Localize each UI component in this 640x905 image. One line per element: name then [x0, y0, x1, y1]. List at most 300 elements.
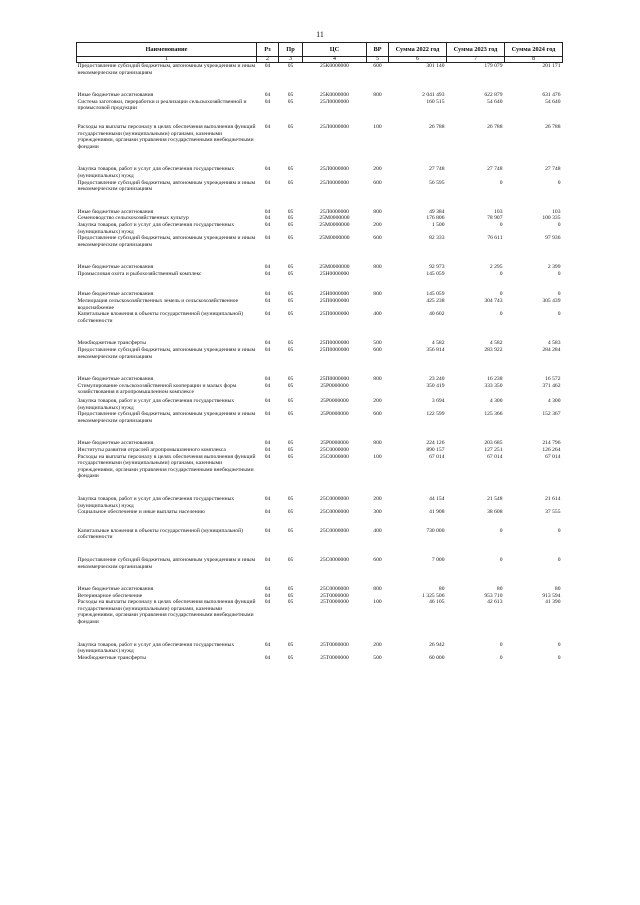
row-sum-2024: 0 [557, 179, 561, 186]
row-spacer [77, 248, 563, 264]
row-name: Предоставление субсидий бюджетным, автономным учреждениям и иным некоммерческим организациям [77, 556, 256, 570]
row-vr: 200 [373, 166, 382, 173]
column-number: 5 [367, 57, 389, 63]
table-row [77, 92, 563, 99]
row-sum-2024: 26 788 [545, 123, 561, 130]
row-vr: 800 [373, 376, 382, 383]
row-rz: 04 [264, 123, 271, 130]
row-pr: 05 [287, 398, 294, 404]
row-sum-2024: 0 [557, 270, 561, 277]
row-name: Предоставление субсидий бюджетным, автономным учреждениям и иным некоммерческим организациям [77, 179, 256, 193]
row-sum-2023: 54 640 [487, 98, 503, 105]
table-row [77, 655, 563, 662]
row-vr: 800 [373, 291, 382, 298]
row-sum-2023: 179 079 [484, 63, 503, 69]
row-sum-2023: 78 907 [487, 215, 503, 222]
row-rz: 04 [264, 208, 271, 215]
row-rz: 04 [264, 340, 271, 347]
row-rz: 04 [264, 63, 271, 69]
row-rz: 04 [264, 440, 271, 447]
row-cs: 25Н0000000 [319, 270, 350, 277]
row-vr: 400 [373, 527, 382, 534]
row-vr: 100 [373, 453, 382, 460]
row-spacer [77, 76, 563, 92]
header-vr: ВР [367, 43, 389, 57]
row-cs: 25С0000000 [320, 527, 349, 534]
row-sum-2024: 0 [557, 311, 561, 318]
row-pr: 05 [287, 215, 294, 222]
table-row [77, 398, 563, 411]
row-sum-2023: 0 [499, 654, 503, 661]
table-row [77, 63, 563, 77]
row-sum-2023: 0 [499, 311, 503, 318]
header-rz: Рз [257, 43, 279, 57]
table-row [77, 180, 563, 193]
row-name: Иные бюджетные ассигнования [77, 440, 154, 447]
row-sum-2023: 283 922 [484, 347, 503, 354]
row-sum-2022: 60 000 [429, 654, 445, 661]
row-name: Семеноводство сельскохозяйственных культур [77, 215, 189, 222]
row-rz: 04 [264, 376, 271, 383]
row-rz: 04 [264, 179, 271, 186]
column-number: 6 [389, 57, 447, 63]
row-spacer [77, 541, 563, 557]
row-sum-2022: 301 140 [426, 63, 445, 69]
row-cs: 25М0000000 [319, 221, 350, 228]
row-pr: 05 [287, 527, 294, 534]
row-vr [367, 215, 389, 222]
row-cs: 25П0000000 [319, 298, 350, 305]
row-sum-2022: 26 942 [429, 641, 445, 648]
row-name: Расходы на выплаты персоналу в целях обеспечения выполнения функций государственными (муниципальными) органами, казенными учреждениями, органами управления государственными внебюджетными фондами [77, 599, 256, 626]
row-sum-2024: 0 [557, 654, 561, 661]
table-row [77, 509, 563, 516]
row-rz: 04 [264, 347, 271, 354]
row-sum-2024: 27 748 [545, 166, 561, 173]
row-sum-2023: 0 [499, 556, 503, 563]
row-cs: 25Н0000000 [319, 291, 350, 298]
column-number: 1 [77, 57, 257, 63]
row-sum-2022: 224 126 [426, 440, 445, 447]
row-rz: 04 [264, 92, 271, 99]
row-name: Межбюджетные трансферты [77, 340, 146, 347]
row-pr: 05 [287, 556, 294, 563]
row-rz: 04 [264, 264, 271, 271]
row-vr [367, 447, 389, 454]
column-number: 4 [303, 57, 367, 63]
row-sum-2023: 304 743 [484, 298, 503, 305]
row-vr [367, 99, 389, 112]
row-pr: 05 [287, 599, 294, 606]
row-sum-2024: 913 594 [542, 592, 561, 599]
row-rz: 04 [264, 311, 271, 318]
row-sum-2023: 67 014 [487, 453, 503, 460]
header-sum-2024: Сумма 2024 год [505, 43, 563, 57]
table-row [77, 642, 563, 655]
row-cs: 25П0000000 [319, 376, 350, 383]
row-rz: 04 [264, 382, 271, 389]
row-sum-2022: 122 599 [426, 411, 445, 418]
row-sum-2023: 21 548 [487, 495, 503, 502]
row-vr: 200 [373, 641, 382, 648]
row-sum-2024: 2 399 [547, 264, 561, 271]
row-name: Система заготовки, переработки и реализации сельскохозяйственной и промысловой продукции [77, 98, 247, 112]
row-rz: 04 [264, 446, 271, 453]
row-vr: 800 [373, 92, 382, 99]
row-rz: 04 [264, 586, 271, 593]
row-pr: 05 [287, 641, 294, 648]
table-row [77, 264, 563, 271]
row-sum-2022: 356 814 [426, 347, 445, 354]
row-vr: 100 [373, 123, 382, 130]
row-rz: 04 [264, 509, 271, 516]
row-cs: 25Р0000000 [320, 440, 349, 447]
row-pr: 05 [287, 509, 294, 516]
row-sum-2024: 37 555 [545, 509, 561, 516]
row-rz: 04 [264, 398, 271, 404]
row-rz: 04 [264, 98, 271, 105]
row-sum-2023: 27 748 [487, 166, 503, 173]
row-spacer [77, 424, 563, 440]
row-pr: 05 [287, 340, 294, 347]
row-sum-2023: 38 608 [487, 509, 503, 516]
row-vr [367, 298, 389, 311]
row-vr: 800 [373, 440, 382, 447]
table-row [77, 298, 563, 311]
row-vr [367, 383, 389, 396]
row-sum-2024: 214 796 [542, 440, 561, 447]
row-name: Иные бюджетные ассигнования [77, 264, 154, 271]
row-sum-2023: 80 [496, 586, 503, 593]
row-sum-2024: 4 300 [547, 398, 561, 404]
row-cs: 25Т0000000 [320, 592, 349, 599]
row-sum-2024: 0 [557, 221, 561, 228]
row-sum-2022: 1 325 506 [422, 592, 445, 599]
row-sum-2024: 284 284 [542, 347, 561, 354]
row-name: Мелиорация сельскохозяйственных земель и сельскохозяйственное водоснабжение [77, 298, 239, 311]
row-pr: 05 [287, 654, 294, 661]
row-pr: 05 [287, 123, 294, 130]
row-vr: 600 [373, 179, 382, 186]
row-name: Предоставление субсидий бюджетным, автономным учреждениям и иным некоммерческим организациям [77, 235, 256, 248]
row-vr: 300 [373, 509, 382, 516]
row-sum-2024: 21 614 [545, 495, 561, 502]
row-sum-2023: 2 295 [489, 264, 503, 271]
row-name: Промысловая охота и рыбохозяйственный комплекс [77, 270, 202, 277]
row-sum-2024: 16 572 [545, 376, 561, 383]
row-sum-2024: 0 [557, 291, 561, 298]
row-sum-2024: 201 171 [542, 63, 561, 69]
row-rz: 04 [264, 215, 271, 222]
row-name: Иные бюджетные ассигнования [77, 92, 154, 99]
row-spacer [77, 193, 563, 209]
row-cs: 25С0000000 [320, 556, 349, 563]
row-rz: 04 [264, 453, 271, 460]
row-name: Закупка товаров, работ и услуг для обеспечения государственных (муниципальных) нужд [77, 495, 235, 509]
row-pr: 05 [287, 347, 294, 354]
row-sum-2022: 4 582 [431, 340, 445, 347]
row-rz: 04 [264, 495, 271, 502]
table-row [77, 271, 563, 278]
row-cs: 25Т0000000 [320, 654, 349, 661]
row-sum-2023: 0 [499, 270, 503, 277]
row-sum-2022: 41 908 [429, 509, 445, 516]
row-sum-2022: 27 748 [429, 166, 445, 173]
row-name: Иные бюджетные ассигнования [77, 291, 154, 298]
row-sum-2023: 125 366 [484, 411, 503, 418]
row-rz: 04 [264, 599, 271, 606]
table-row [77, 124, 563, 150]
row-vr: 800 [373, 586, 382, 593]
row-spacer [77, 324, 563, 340]
row-pr: 05 [287, 453, 294, 460]
row-vr: 400 [373, 311, 382, 318]
row-pr: 05 [287, 235, 294, 242]
row-pr: 05 [287, 592, 294, 599]
row-spacer [77, 570, 563, 586]
row-sum-2024: 631 476 [542, 92, 561, 99]
row-cs: 25К0000000 [320, 92, 349, 99]
row-spacer [77, 626, 563, 642]
row-sum-2022: 44 154 [429, 495, 445, 502]
row-sum-2022: 730 000 [426, 527, 445, 534]
row-rz: 04 [264, 654, 271, 661]
table-row [77, 222, 563, 235]
row-vr [367, 271, 389, 278]
row-spacer [77, 360, 563, 376]
row-pr: 05 [287, 270, 294, 277]
row-sum-2023: 0 [499, 291, 503, 298]
row-pr: 05 [287, 63, 294, 69]
row-name: Ветеринарное обеспечение [77, 592, 143, 599]
row-spacer [77, 150, 563, 166]
row-spacer [77, 480, 563, 496]
row-sum-2024: 103 [552, 208, 561, 215]
row-sum-2022: 80 [438, 586, 445, 593]
row-sum-2023: 203 685 [484, 440, 503, 447]
row-sum-2022: 1 500 [431, 221, 445, 228]
row-spacer [77, 277, 563, 291]
row-vr [367, 593, 389, 600]
row-rz: 04 [264, 291, 271, 298]
row-sum-2023: 127 251 [484, 446, 503, 453]
row-cs: 25Р0000000 [320, 382, 349, 389]
row-name: Предоставление субсидий бюджетным, автономным учреждениям и иным некоммерческим организациям [77, 63, 256, 76]
row-vr: 600 [373, 63, 382, 69]
row-vr: 200 [373, 398, 382, 404]
row-sum-2023: 26 788 [487, 123, 503, 130]
row-name: Иные бюджетные ассигнования [77, 208, 154, 215]
row-sum-2022: 7 000 [431, 556, 445, 563]
row-cs: 25Р0000000 [320, 398, 349, 404]
row-sum-2023: 0 [499, 641, 503, 648]
row-name: Стимулирование сельскохозяйственной кооперации и малых форм хозяйствования в агропромышленном комплексе [77, 382, 237, 396]
row-name: Закупка товаров, работ и услуг для обеспечения государственных (муниципальных) нужд [77, 166, 235, 179]
row-pr: 05 [287, 298, 294, 305]
row-pr: 05 [287, 208, 294, 215]
row-sum-2023: 0 [499, 527, 503, 534]
header-sum-2023: Сумма 2023 год [447, 43, 505, 57]
row-cs: 25Л0000000 [320, 98, 349, 105]
row-rz: 04 [264, 221, 271, 228]
row-sum-2022: 145 059 [426, 291, 445, 298]
row-cs: 25Л0000000 [320, 166, 349, 173]
column-number: 8 [505, 57, 563, 63]
column-number: 7 [447, 57, 505, 63]
table-header-row [77, 43, 563, 57]
column-number: 3 [279, 57, 303, 63]
row-sum-2023: 0 [499, 221, 503, 228]
row-pr: 05 [287, 291, 294, 298]
table-row [77, 411, 563, 424]
row-rz: 04 [264, 411, 271, 418]
row-vr: 500 [373, 340, 382, 347]
row-pr: 05 [287, 264, 294, 271]
row-name: Расходы на выплаты персоналу в целях обеспечения выполнения функций государственными (муниципальными) органами, казенными учреждениями, органами управления государственными внебюджетными фондами [77, 123, 256, 150]
row-rz: 04 [264, 592, 271, 599]
row-sum-2024: 100 335 [542, 215, 561, 222]
row-pr: 05 [287, 376, 294, 383]
row-cs: 25С0000000 [320, 586, 349, 593]
row-sum-2023: 4 300 [489, 398, 503, 404]
row-cs: 25Л0000000 [320, 208, 349, 215]
row-pr: 05 [287, 495, 294, 502]
row-sum-2024: 0 [557, 527, 561, 534]
row-pr: 05 [287, 179, 294, 186]
row-sum-2024: 0 [557, 556, 561, 563]
row-rz: 04 [264, 166, 271, 173]
row-pr: 05 [287, 440, 294, 447]
row-name: Капитальные вложения в объекты государственной (муниципальной) собственности [77, 527, 243, 541]
row-name: Иные бюджетные ассигнования [77, 586, 154, 593]
row-spacer [77, 516, 563, 528]
row-sum-2023: 333 350 [484, 382, 503, 389]
row-sum-2022: 160 515 [426, 98, 445, 105]
row-vr: 800 [373, 208, 382, 215]
row-sum-2023: 42 613 [487, 599, 503, 606]
row-name: Капитальные вложения в объекты государственной (муниципальной) собственности [77, 311, 243, 324]
row-vr: 500 [373, 654, 382, 661]
table-row [77, 235, 563, 248]
row-vr: 600 [373, 411, 382, 418]
row-cs: 25М0000000 [319, 235, 350, 242]
header-name: Наименование [77, 43, 257, 57]
row-sum-2022: 82 333 [429, 235, 445, 242]
row-cs: 25К0000000 [320, 63, 349, 69]
row-sum-2022: 67 014 [429, 453, 445, 460]
table-row [77, 447, 563, 454]
row-spacer [77, 112, 563, 124]
row-sum-2023: 4 582 [489, 340, 503, 347]
row-pr: 05 [287, 382, 294, 389]
row-name: Закупка товаров, работ и услуг для обеспечения государственных (муниципальных) нужд [77, 221, 235, 235]
row-cs: 25С0000000 [320, 495, 349, 502]
row-name: Социальное обеспечение и иные выплаты населению [77, 509, 205, 516]
row-pr: 05 [287, 446, 294, 453]
row-sum-2023: 953 710 [484, 592, 503, 599]
row-sum-2022: 425 238 [426, 298, 445, 305]
row-name: Расходы на выплаты персоналу в целях обеспечения выполнения функций государственными (муниципальными) органами, казенными учреждениями, органами управления государственными внебюджетными фондами [77, 453, 256, 480]
row-pr: 05 [287, 586, 294, 593]
row-sum-2022: 40 602 [429, 311, 445, 318]
row-cs: 25С0000000 [320, 453, 349, 460]
row-sum-2022: 350 419 [426, 382, 445, 389]
row-sum-2023: 103 [494, 208, 503, 215]
row-cs: 25М0000000 [319, 215, 350, 222]
table-row [77, 440, 563, 447]
row-cs: 25Р0000000 [320, 411, 349, 418]
table-row [77, 383, 563, 396]
row-name: Межбюджетные трансферты [77, 654, 146, 661]
row-name: Предоставление субсидий бюджетным, автономным учреждениям и иным некоммерческим организациям [77, 347, 256, 360]
row-sum-2024: 305 439 [542, 298, 561, 305]
table-row [77, 557, 563, 570]
row-vr: 100 [373, 599, 382, 606]
table-row [77, 376, 563, 383]
row-cs: 25П0000000 [319, 347, 350, 354]
row-sum-2022: 46 105 [429, 599, 445, 606]
row-sum-2023: 76 611 [487, 235, 503, 242]
row-sum-2024: 371 462 [542, 382, 561, 389]
row-cs: 25С0000000 [320, 446, 349, 453]
row-cs: 25П0000000 [319, 311, 350, 318]
row-sum-2022: 56 595 [429, 179, 445, 186]
row-sum-2023: 16 238 [487, 376, 503, 383]
row-sum-2022: 23 240 [429, 376, 445, 383]
header-sum-2022: Сумма 2022 год [389, 43, 447, 57]
row-sum-2022: 2 041 493 [422, 92, 445, 99]
row-rz: 04 [264, 298, 271, 305]
table-row [77, 586, 563, 593]
row-sum-2022: 26 788 [429, 123, 445, 130]
row-pr: 05 [287, 166, 294, 173]
row-pr: 05 [287, 411, 294, 418]
budget-table [76, 42, 563, 661]
row-sum-2023: 0 [499, 179, 503, 186]
row-pr: 05 [287, 92, 294, 99]
header-pr: Пр [279, 43, 303, 57]
row-sum-2022: 145 059 [426, 270, 445, 277]
row-cs: 25С0000000 [320, 509, 349, 516]
row-sum-2024: 41 390 [545, 599, 561, 606]
row-vr: 600 [373, 235, 382, 242]
row-name: Иные бюджетные ассигнования [77, 376, 154, 383]
row-pr: 05 [287, 311, 294, 318]
row-cs: 25П0000000 [319, 340, 350, 347]
row-sum-2022: 890 157 [426, 446, 445, 453]
row-vr: 800 [373, 264, 382, 271]
row-sum-2024: 152 367 [542, 411, 561, 418]
row-rz: 04 [264, 235, 271, 242]
row-pr: 05 [287, 98, 294, 105]
table-row [77, 496, 563, 509]
page-number: 11 [316, 30, 324, 39]
row-sum-2022: 3 694 [431, 398, 445, 404]
row-sum-2024: 97 936 [545, 235, 561, 242]
row-cs: 25М0000000 [319, 264, 350, 271]
row-name: Предоставление субсидий бюджетным, автономным учреждениям и иным некоммерческим организациям [77, 411, 256, 424]
table-row [77, 454, 563, 480]
row-rz: 04 [264, 556, 271, 563]
row-rz: 04 [264, 270, 271, 277]
row-sum-2024: 4 583 [547, 340, 561, 347]
row-name: Закупка товаров, работ и услуг для обеспечения государственных (муниципальных) нужд [77, 641, 235, 655]
row-rz: 04 [264, 527, 271, 534]
row-name: Институты развития отраслей агропромышленного комплекса [77, 446, 226, 453]
row-pr: 05 [287, 221, 294, 228]
row-sum-2024: 126 264 [542, 446, 561, 453]
table-row [77, 215, 563, 222]
